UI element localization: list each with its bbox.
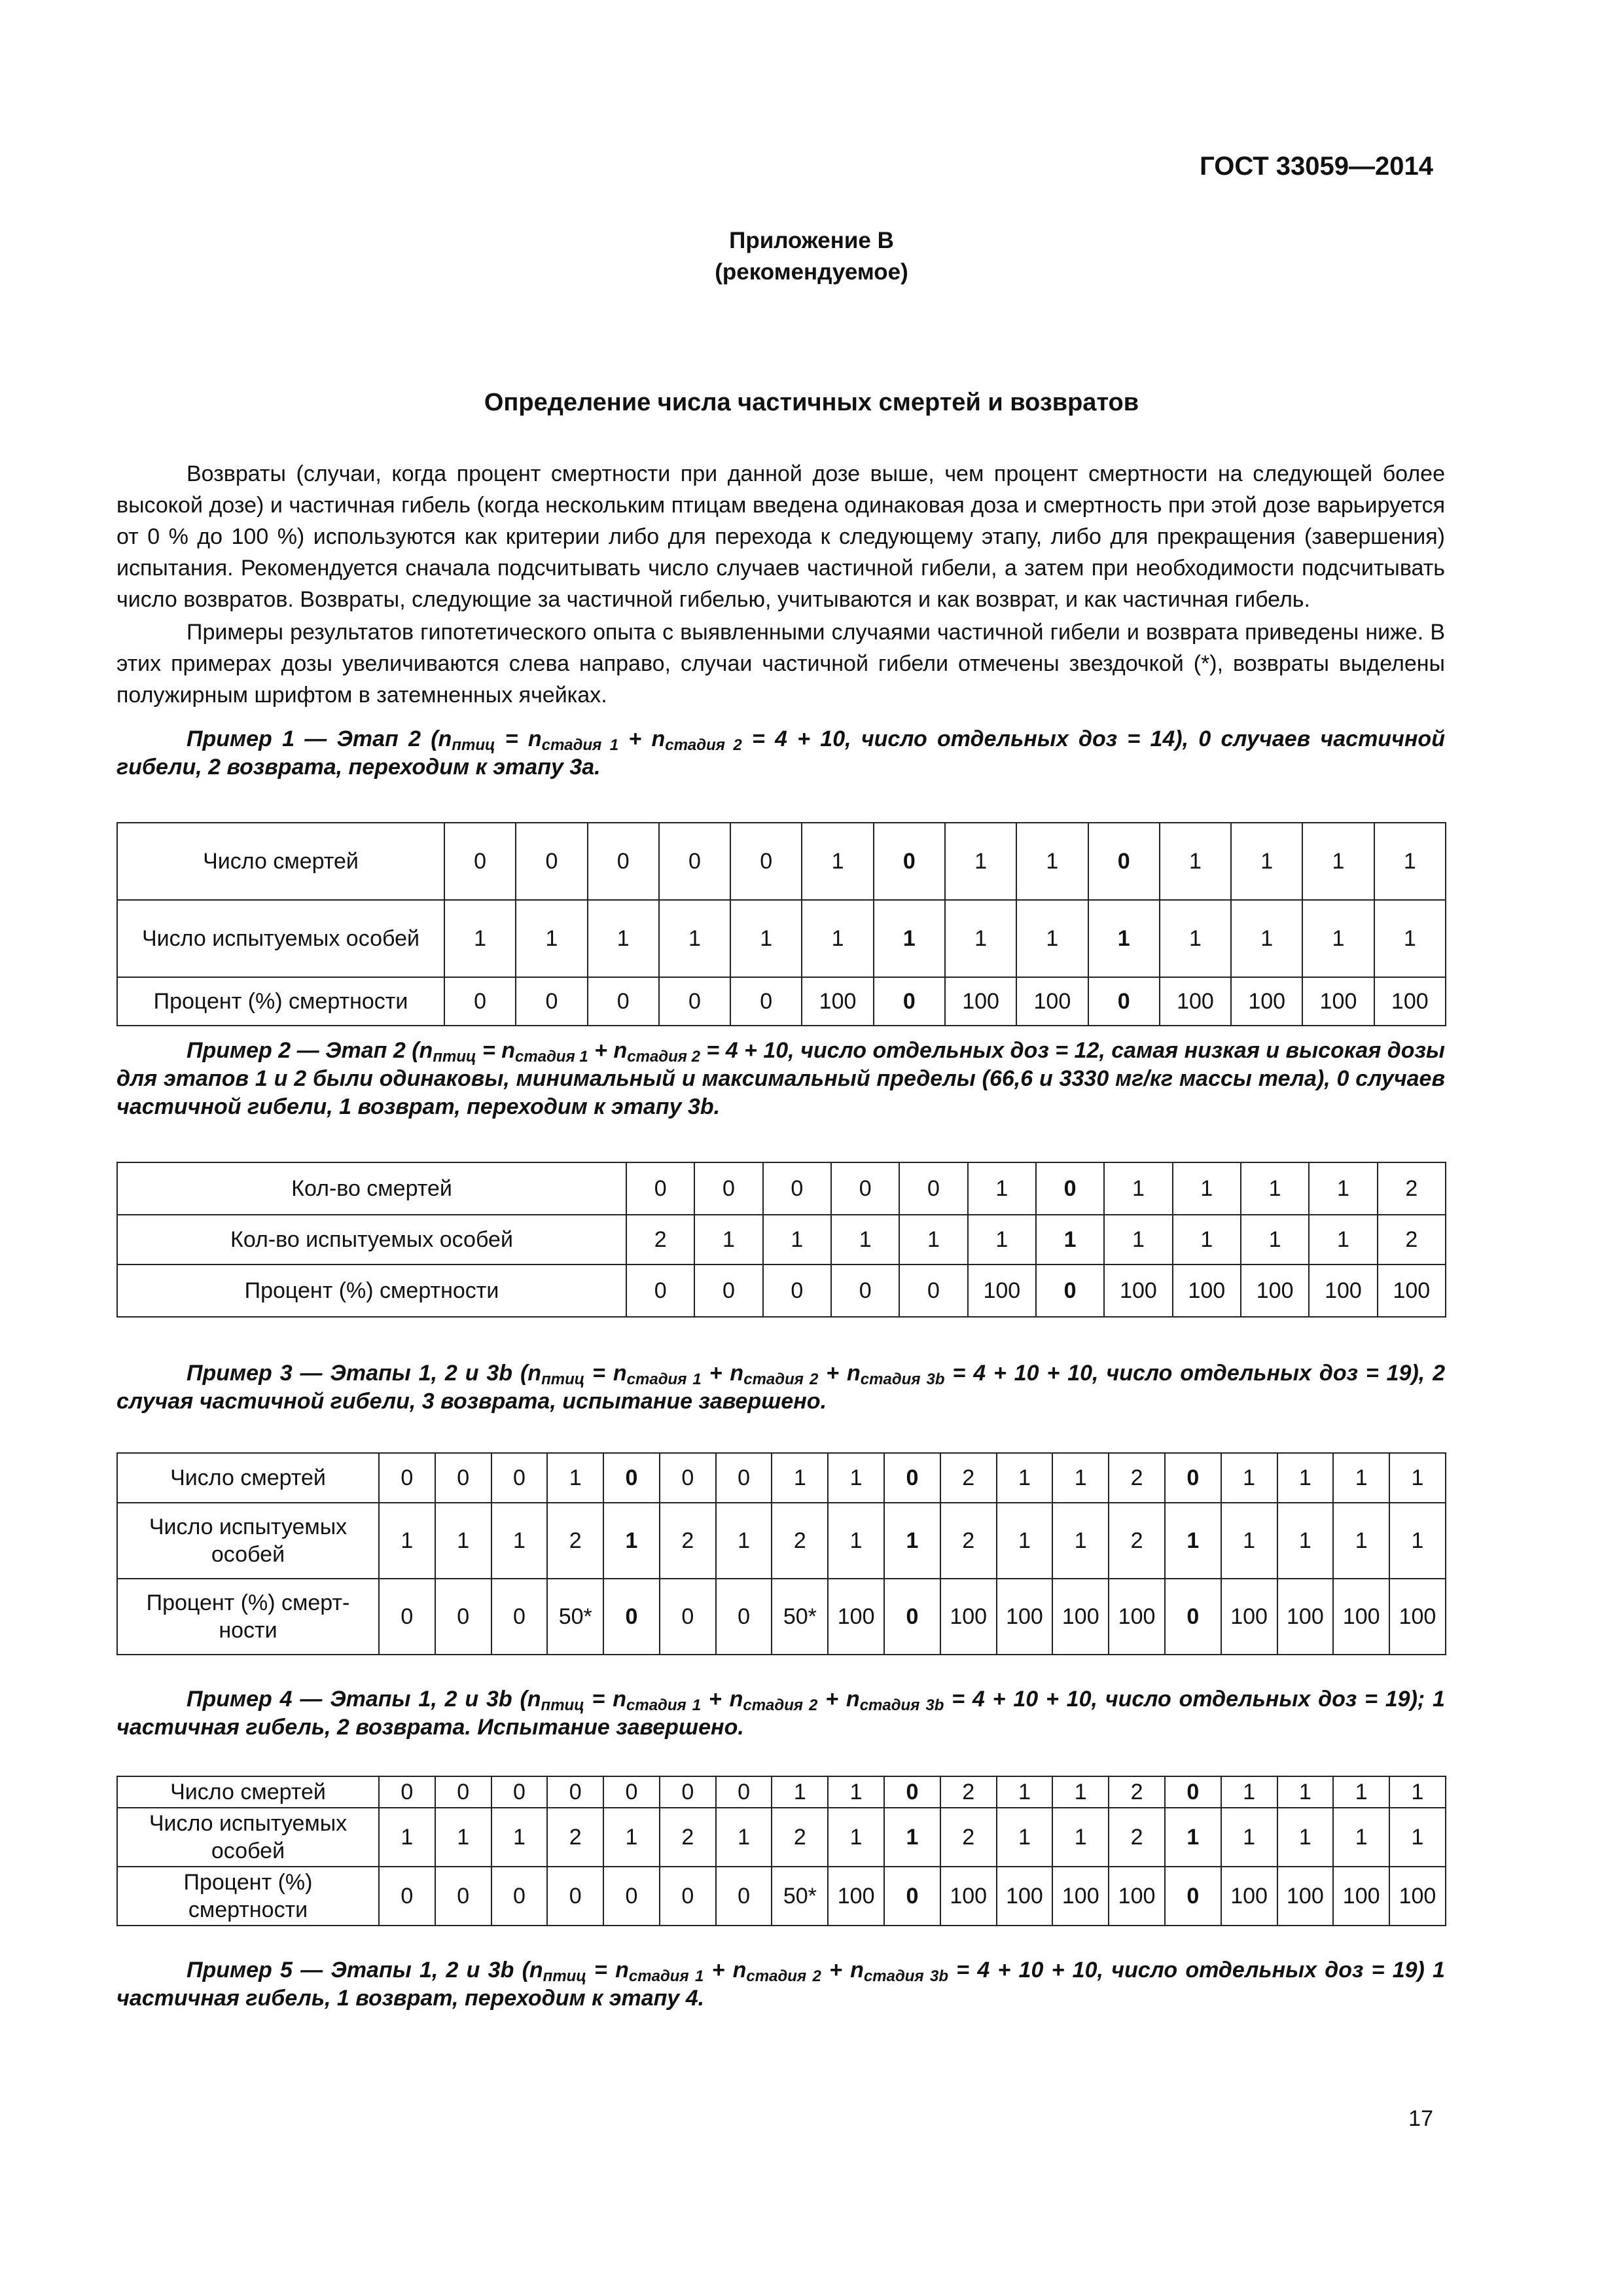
row-label: Число смертей [117, 1453, 379, 1503]
table-cell: 1 [491, 1503, 548, 1579]
table-cell: 0 [1165, 1867, 1221, 1926]
table-cell: 1 [1036, 1215, 1104, 1265]
table-cell: 1 [1309, 1215, 1377, 1265]
table-cell: 1 [603, 1503, 660, 1579]
table-cell: 0 [874, 823, 945, 900]
table-cell: 0 [379, 1867, 435, 1926]
table-cell: 1 [491, 1808, 548, 1867]
table-cell: 100 [828, 1579, 884, 1655]
table-cell: 1 [997, 1776, 1053, 1808]
table-cell: 1 [1333, 1453, 1389, 1503]
table-cell: 1 [1277, 1776, 1334, 1808]
table-row [117, 1265, 1446, 1317]
table-cell: 1 [1241, 1162, 1309, 1215]
table-cell: 100 [1374, 977, 1446, 1026]
table-cell: 100 [1052, 1579, 1109, 1655]
table-cell: 1 [1389, 1776, 1446, 1808]
table-cell: 0 [491, 1867, 548, 1926]
example-2-caption: Пример 2 — Этап 2 ($n_{птиц} = n_{стадия 1} + n_{стадия 2} = 4 + 10$, число отдельных доз = 12, самая низкая и высокая дозы для этапов 1 и 2 были одинаковы, минимальный и максимальный пределы (66,6 и 3330 мг/кг массы тела), 0 случаев частичной гибели, 1 возврат, переходим к этапу 3b. [116, 1038, 1445, 1119]
table-cell: 2 [940, 1453, 997, 1503]
data-table [116, 822, 1446, 1026]
table-row [117, 1162, 1446, 1215]
table-cell: 1 [1241, 1215, 1309, 1265]
table-cell: 50* [547, 1579, 603, 1655]
table-cell: 1 [997, 1808, 1053, 1867]
table-cell: 1 [1389, 1808, 1446, 1867]
table-cell: 0 [1165, 1579, 1221, 1655]
table-cell: 0 [884, 1453, 940, 1503]
table-cell: 0 [516, 977, 587, 1026]
table-row [117, 1579, 1446, 1655]
table-cell: 0 [659, 823, 730, 900]
table-cell: 1 [716, 1503, 772, 1579]
table-cell: 0 [1088, 977, 1160, 1026]
table-cell: 2 [1109, 1808, 1165, 1867]
example-1-table [116, 822, 1445, 1026]
table-cell: 0 [626, 1265, 694, 1317]
table-cell: 0 [379, 1579, 435, 1655]
table-cell: 0 [435, 1579, 491, 1655]
table-cell: 1 [1302, 900, 1374, 977]
table-cell: 1 [1333, 1776, 1389, 1808]
table-cell: 100 [1389, 1867, 1446, 1926]
table-cell: 2 [1378, 1215, 1446, 1265]
table-cell: 1 [1231, 900, 1302, 977]
table-cell: 0 [547, 1776, 603, 1808]
table-cell: 2 [1109, 1453, 1165, 1503]
table-cell: 0 [491, 1776, 548, 1808]
table-cell: 1 [1104, 1215, 1172, 1265]
table-cell: 1 [772, 1453, 828, 1503]
example-1-caption: Пример 1 — Этап 2 ($n_{птиц} = n_{стадия 1} + n_{стадия 2} = 4 + 10$, число отдельных доз = 14), 0 случаев частичной гибели, 2 возврата, переходим к этапу 3а. [116, 726, 1445, 780]
table-cell: 100 [1104, 1265, 1172, 1317]
table-cell: 100 [1109, 1579, 1165, 1655]
annex-status: (рекомендуемое) [715, 259, 908, 285]
table-cell: 100 [968, 1265, 1036, 1317]
data-table [116, 1452, 1446, 1655]
table-cell: 0 [884, 1867, 940, 1926]
table-cell: 0 [716, 1867, 772, 1926]
table-cell: 0 [379, 1776, 435, 1808]
table-cell: 100 [1389, 1579, 1446, 1655]
row-label: Кол-во испытуемых особей [117, 1215, 626, 1265]
intro-paragraph: Возвраты (случаи, когда процент смертности при данной дозе выше, чем процент смертности на следующей более высокой дозе) и частичная гибель (когда нескольким птицам введена одинаковая доза и смертность при этой дозе варьируется от 0 % до 100 %) используются как критерии либо для перехода к следующему этапу, либо для прекращения (завершения) испытания. Рекомендуется сначала подсчитывать число случаев частичной гибели, а затем при необходимости подсчитывать число возвратов. Возвраты, следующие за частичной гибелью, учитываются и как возврат, и как частичная гибель. [116, 461, 1445, 612]
table-cell: 2 [940, 1503, 997, 1579]
row-label: Процент (%) смерт-ности [117, 1579, 379, 1655]
table-cell: 1 [1221, 1776, 1277, 1808]
table-cell: 100 [940, 1579, 997, 1655]
row-label: Число испытуемых особей [117, 1808, 379, 1867]
table-cell: 0 [603, 1776, 660, 1808]
table-cell: 0 [899, 1265, 967, 1317]
table-cell: 0 [435, 1867, 491, 1926]
example-3-caption: Пример 3 — Этапы 1, 2 и 3b ($n_{птиц} = n_{стадия 1} + n_{стадия 2} + n_{стадия 3b} = 4 + 10 + 10$, число отдельных доз = 19), 2 случая частичной гибели, 3 возврата, испытание завершено. [116, 1361, 1446, 1414]
section-title: Определение числа частичных смертей и возвратов [484, 389, 1139, 416]
table-cell: 1 [1173, 1215, 1241, 1265]
table-cell: 0 [1036, 1265, 1104, 1317]
table-cell: 0 [730, 823, 802, 900]
table-cell: 100 [1231, 977, 1302, 1026]
table-cell: 0 [603, 1867, 660, 1926]
table-cell: 2 [660, 1808, 716, 1867]
table-cell: 1 [1389, 1503, 1446, 1579]
table-cell: 100 [945, 977, 1016, 1026]
table-cell: 1 [874, 900, 945, 977]
table-cell: 0 [694, 1265, 762, 1317]
table-cell: 0 [588, 823, 659, 900]
row-label: Процент (%) смертности [117, 1867, 379, 1926]
table-cell: 0 [694, 1162, 762, 1215]
table-cell: 0 [763, 1162, 831, 1215]
table-cell: 1 [1016, 823, 1088, 900]
table-cell: 100 [1109, 1867, 1165, 1926]
table-cell: 0 [660, 1453, 716, 1503]
table-cell: 1 [1165, 1503, 1221, 1579]
table-cell: 0 [435, 1776, 491, 1808]
table-cell: 1 [1309, 1162, 1377, 1215]
table-cell: 0 [660, 1867, 716, 1926]
table-row [117, 977, 1446, 1026]
table-cell: 100 [1221, 1867, 1277, 1926]
table-cell: 0 [435, 1453, 491, 1503]
table-cell: 1 [884, 1503, 940, 1579]
table-cell: 1 [899, 1215, 967, 1265]
row-label: Процент (%) смертности [117, 1265, 626, 1317]
table-cell: 1 [884, 1808, 940, 1867]
table-cell: 0 [716, 1776, 772, 1808]
table-row [117, 1453, 1446, 1503]
annex-title: Приложение B [729, 228, 894, 253]
table-cell: 1 [1160, 823, 1231, 900]
table-cell: 1 [379, 1808, 435, 1867]
table-cell: 2 [547, 1808, 603, 1867]
table-cell: 1 [659, 900, 730, 977]
table-cell: 0 [1036, 1162, 1104, 1215]
table-cell: 100 [997, 1579, 1053, 1655]
table-cell: 1 [997, 1503, 1053, 1579]
table-cell: 0 [884, 1579, 940, 1655]
table-cell: 0 [588, 977, 659, 1026]
table-cell: 1 [828, 1503, 884, 1579]
table-cell: 1 [1333, 1808, 1389, 1867]
table-row [117, 1215, 1446, 1265]
row-label: Число испытуемых особей [117, 900, 444, 977]
table-cell: 100 [1277, 1579, 1334, 1655]
table-cell: 0 [1165, 1453, 1221, 1503]
document-body [116, 458, 1445, 2013]
row-label: Число испытуемых особей [117, 1503, 379, 1579]
table-cell: 1 [968, 1162, 1036, 1215]
table-cell: 1 [1104, 1162, 1172, 1215]
standard-code: ГОСТ 33059—2014 [1200, 152, 1433, 181]
table-cell: 0 [626, 1162, 694, 1215]
table-cell: 0 [660, 1579, 716, 1655]
table-cell: 0 [716, 1453, 772, 1503]
table-cell: 1 [1374, 823, 1446, 900]
table-cell: 100 [802, 977, 873, 1026]
table-cell: 100 [1221, 1579, 1277, 1655]
table-cell: 100 [1302, 977, 1374, 1026]
table-row [117, 1503, 1446, 1579]
table-cell: 1 [997, 1453, 1053, 1503]
table-cell: 0 [899, 1162, 967, 1215]
example-3-table [116, 1452, 1445, 1655]
example-5-caption: Пример 5 — Этапы 1, 2 и 3b ($n_{птиц} = n_{стадия 1} + n_{стадия 2} + n_{стадия 3b} = 4 + 10 + 10$, число отдельных доз = 19) 1 частичная гибель, 1 возврат, переходим к этапу 4. [116, 1958, 1445, 2011]
table-cell: 50* [772, 1867, 828, 1926]
data-table [116, 1162, 1446, 1318]
table-cell: 0 [831, 1265, 899, 1317]
table-cell: 1 [945, 823, 1016, 900]
table-cell: 100 [1160, 977, 1231, 1026]
table-cell: 0 [547, 1867, 603, 1926]
example-2-table [116, 1162, 1445, 1318]
table-cell: 0 [603, 1579, 660, 1655]
table-cell: 100 [1333, 1579, 1389, 1655]
table-cell: 0 [1088, 823, 1160, 900]
table-row [117, 1776, 1446, 1808]
table-cell: 1 [694, 1215, 762, 1265]
table-cell: 1 [828, 1453, 884, 1503]
table-cell: 1 [763, 1215, 831, 1265]
table-cell: 1 [1221, 1503, 1277, 1579]
table-cell: 100 [1241, 1265, 1309, 1317]
table-cell: 1 [516, 900, 587, 977]
table-cell: 2 [1378, 1162, 1446, 1215]
table-cell: 2 [547, 1503, 603, 1579]
table-cell: 100 [1052, 1867, 1109, 1926]
table-cell: 0 [659, 977, 730, 1026]
table-cell: 1 [379, 1503, 435, 1579]
table-cell: 1 [547, 1453, 603, 1503]
table-cell: 1 [435, 1808, 491, 1867]
table-cell: 0 [516, 823, 587, 900]
table-cell: 100 [1016, 977, 1088, 1026]
table-cell: 1 [1016, 900, 1088, 977]
table-cell: 1 [1389, 1453, 1446, 1503]
table-cell: 2 [1109, 1503, 1165, 1579]
table-cell: 1 [1221, 1808, 1277, 1867]
table-cell: 50* [772, 1579, 828, 1655]
table-cell: 1 [1302, 823, 1374, 900]
table-cell: 0 [660, 1776, 716, 1808]
table-row [117, 900, 1446, 977]
table-cell: 1 [716, 1808, 772, 1867]
table-cell: 1 [802, 823, 873, 900]
example-4-table [116, 1776, 1445, 1926]
table-cell: 0 [874, 977, 945, 1026]
table-cell: 100 [1378, 1265, 1446, 1317]
table-cell: 1 [1374, 900, 1446, 977]
table-cell: 1 [1088, 900, 1160, 977]
page-number: 17 [1408, 2106, 1433, 2131]
row-label: Число смертей [117, 823, 444, 900]
table-cell: 0 [831, 1162, 899, 1215]
table-cell: 0 [444, 977, 516, 1026]
table-cell: 0 [763, 1265, 831, 1317]
table-cell: 1 [1160, 900, 1231, 977]
table-row [117, 1867, 1446, 1926]
table-cell: 1 [730, 900, 802, 977]
table-cell: 1 [772, 1776, 828, 1808]
table-cell: 1 [1052, 1808, 1109, 1867]
table-row [117, 823, 1446, 900]
table-cell: 1 [828, 1808, 884, 1867]
table-cell: 0 [491, 1579, 548, 1655]
table-cell: 100 [997, 1867, 1053, 1926]
table-cell: 100 [828, 1867, 884, 1926]
table-cell: 0 [444, 823, 516, 900]
table-cell: 1 [1221, 1453, 1277, 1503]
table-cell: 0 [884, 1776, 940, 1808]
table-cell: 1 [1173, 1162, 1241, 1215]
table-cell: 0 [379, 1453, 435, 1503]
table-cell: 1 [945, 900, 1016, 977]
examples-paragraph: Примеры результатов гипотетического опыта с выявленными случаями частичной гибели и возврата приведены ниже. В этих примерах дозы увеличиваются слева направо, случаи частичной гибели отмечены звездочкой (*), возвраты выделены полужирным шрифтом в затемненных ячейках. [116, 620, 1445, 708]
table-cell: 0 [491, 1453, 548, 1503]
table-cell: 2 [772, 1808, 828, 1867]
table-cell: 1 [831, 1215, 899, 1265]
table-cell: 1 [802, 900, 873, 977]
table-cell: 100 [1333, 1867, 1389, 1926]
table-cell: 1 [1277, 1453, 1334, 1503]
data-table [116, 1776, 1446, 1926]
table-cell: 1 [1052, 1503, 1109, 1579]
table-cell: 2 [940, 1776, 997, 1808]
table-cell: 2 [626, 1215, 694, 1265]
table-cell: 0 [730, 977, 802, 1026]
table-row [117, 1808, 1446, 1867]
row-label: Число смертей [117, 1776, 379, 1808]
table-cell: 0 [1165, 1776, 1221, 1808]
table-cell: 1 [1165, 1808, 1221, 1867]
row-label: Кол-во смертей [117, 1162, 626, 1215]
table-cell: 2 [940, 1808, 997, 1867]
table-cell: 100 [1173, 1265, 1241, 1317]
table-cell: 1 [435, 1503, 491, 1579]
table-cell: 1 [588, 900, 659, 977]
table-cell: 1 [444, 900, 516, 977]
table-cell: 1 [1277, 1503, 1334, 1579]
example-4-caption: Пример 4 — Этапы 1, 2 и 3b ($n_{птиц} = n_{стадия 1} + n_{стадия 2} + n_{стадия 3b} = 4 + 10 + 10$, число отдельных доз = 19); 1 частичная гибель, 2 возврата. Испытание завершено. [116, 1687, 1445, 1740]
table-cell: 100 [1309, 1265, 1377, 1317]
table-cell: 100 [940, 1867, 997, 1926]
table-cell: 1 [1231, 823, 1302, 900]
table-cell: 2 [660, 1503, 716, 1579]
annex-heading [0, 225, 1623, 288]
table-cell: 2 [772, 1503, 828, 1579]
table-cell: 2 [1109, 1776, 1165, 1808]
table-cell: 1 [1277, 1808, 1334, 1867]
table-cell: 1 [828, 1776, 884, 1808]
table-cell: 1 [603, 1808, 660, 1867]
table-cell: 1 [1052, 1453, 1109, 1503]
table-cell: 1 [1333, 1503, 1389, 1579]
table-cell: 100 [1277, 1867, 1334, 1926]
row-label: Процент (%) смертности [117, 977, 444, 1026]
table-cell: 0 [603, 1453, 660, 1503]
table-cell: 0 [716, 1579, 772, 1655]
table-cell: 1 [968, 1215, 1036, 1265]
table-cell: 1 [1052, 1776, 1109, 1808]
